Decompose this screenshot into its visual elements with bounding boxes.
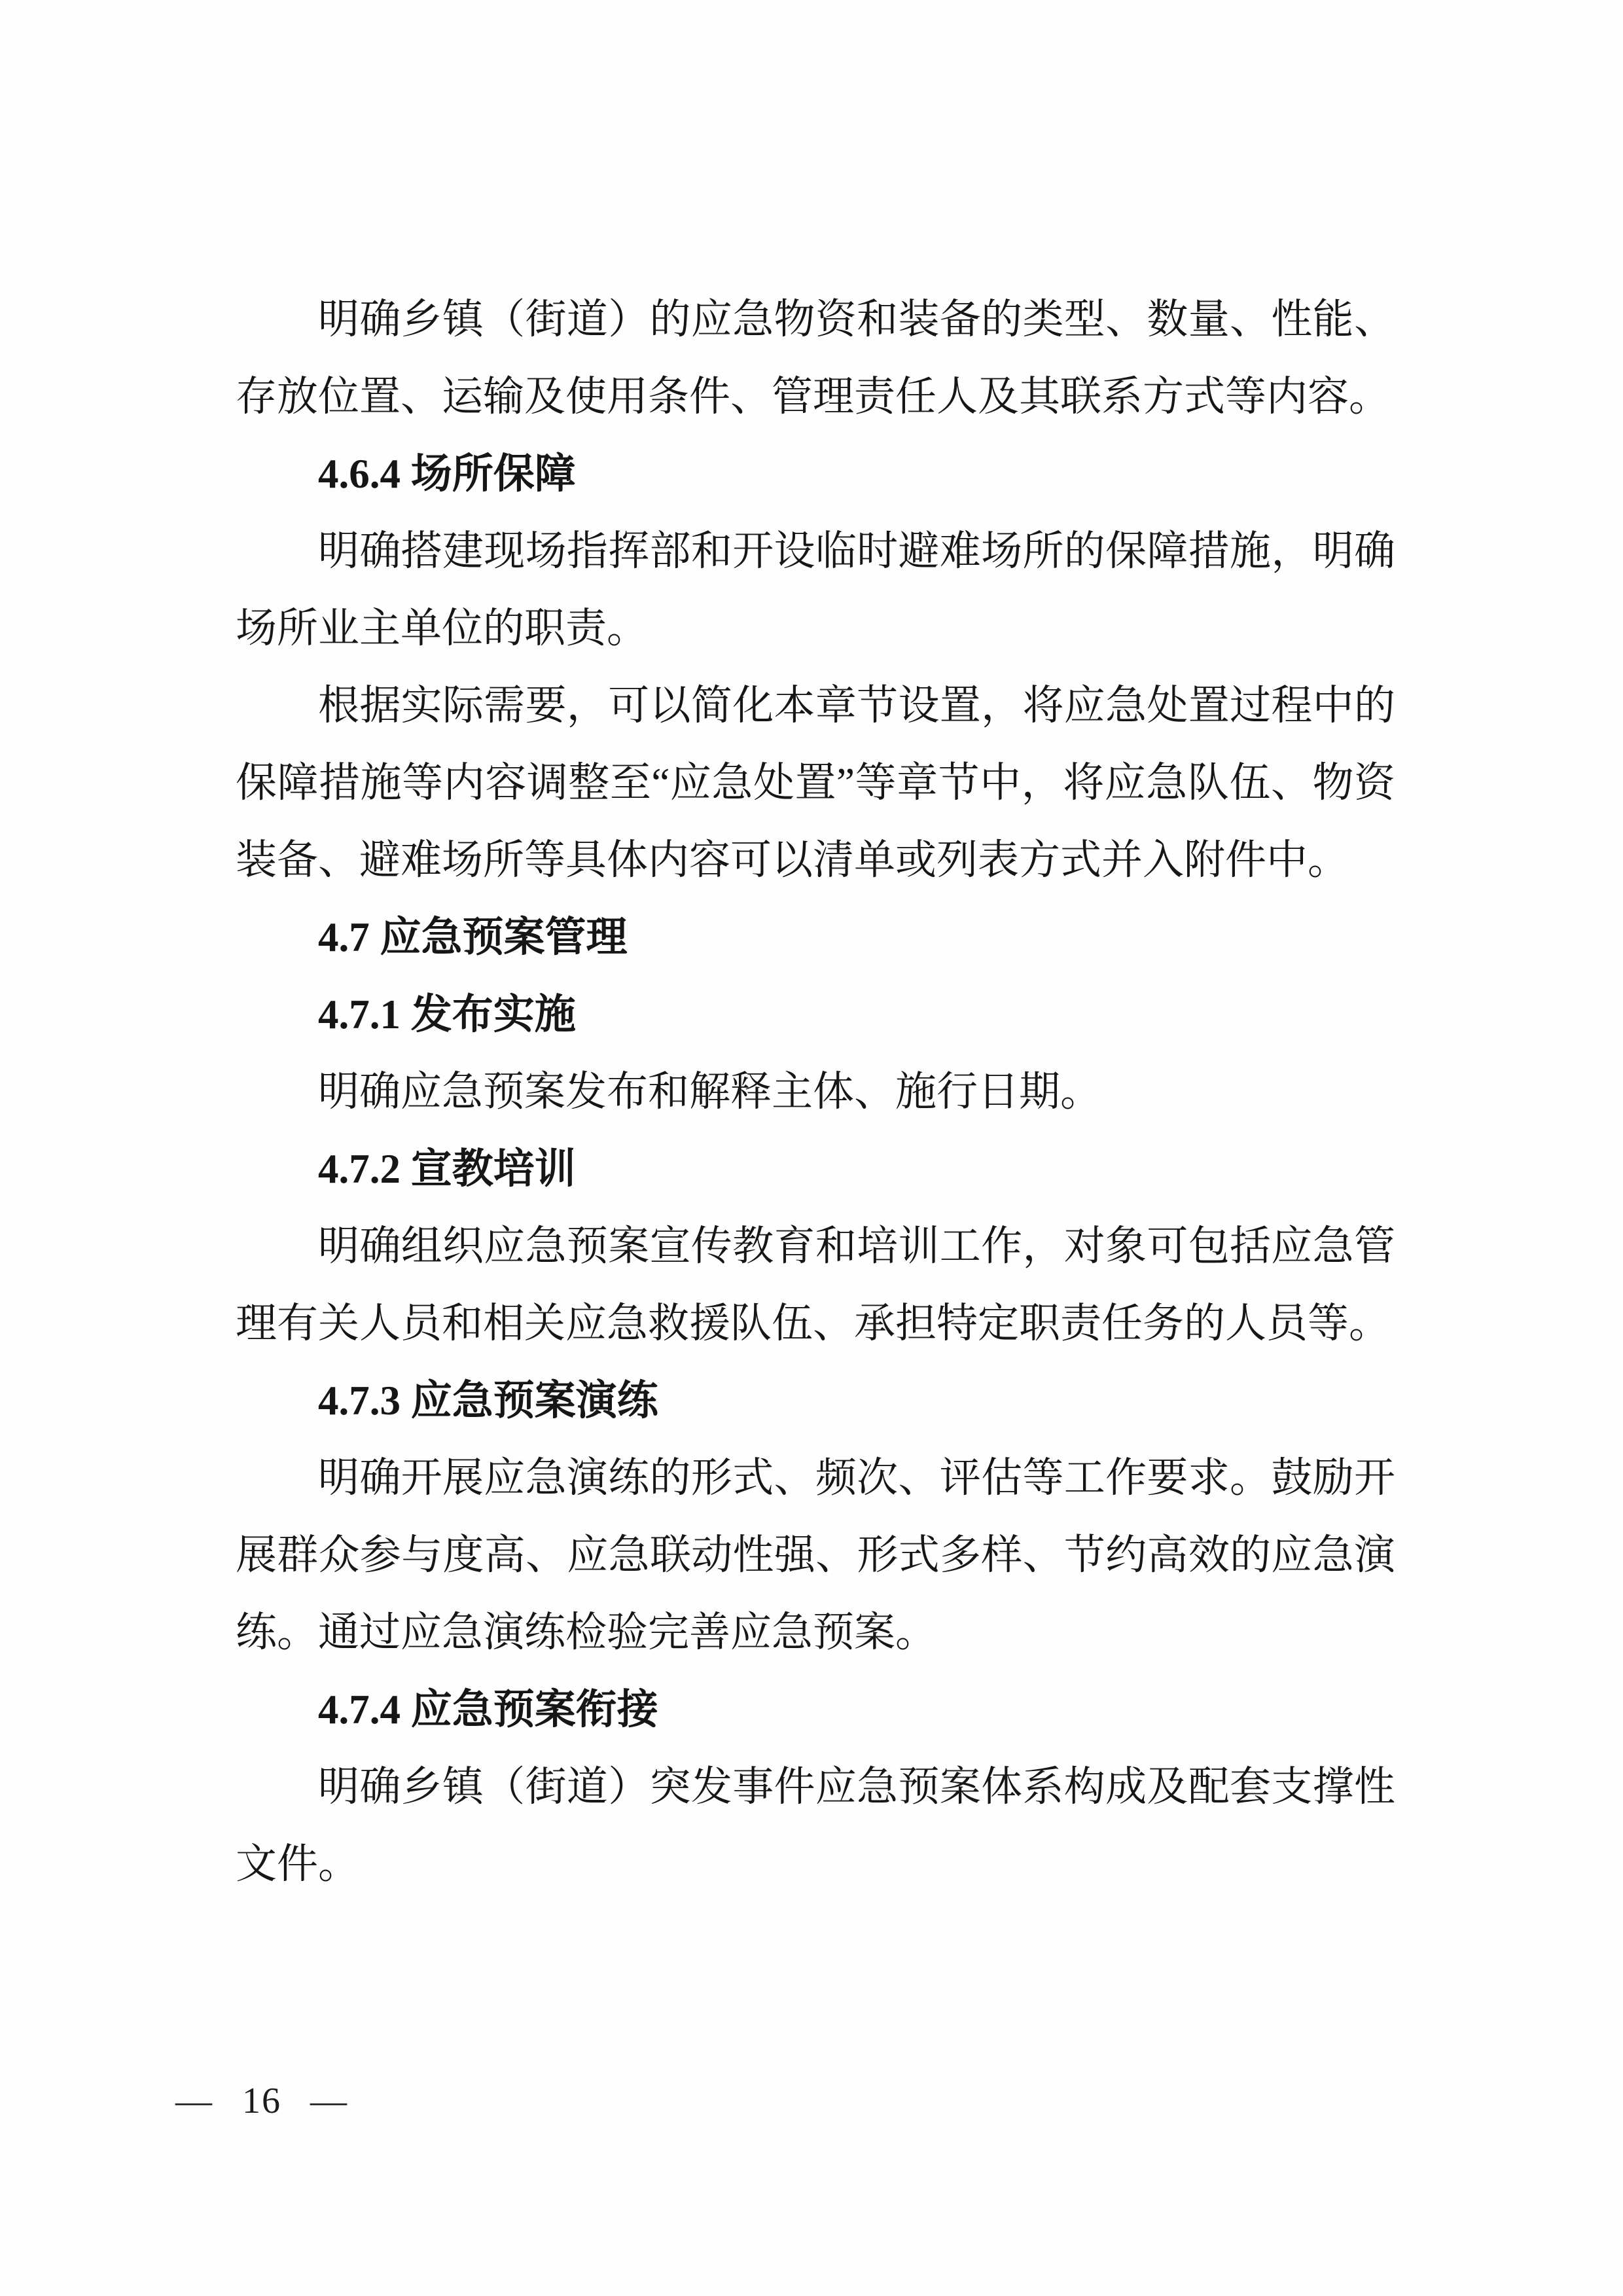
- section-heading: 4.7.4 应急预案衔接: [318, 1687, 658, 1732]
- document-body: [236, 281, 1395, 1903]
- section-heading: 4.7.3 应急预案演练: [318, 1378, 658, 1424]
- section-heading: 4.7 应急预案管理: [318, 914, 628, 960]
- paragraph: 根据实际需要，可以简化本章节设置，将应急处置过程中的保障措施等内容调整至“应急处置”等章节中，将应急队伍、物资装备、避难场所等具体内容可以清单或列表方式并入附件中。: [236, 683, 1395, 883]
- paragraph: 明确应急预案发布和解释主体、施行日期。: [318, 1069, 1101, 1115]
- paragraph: 明确搭建现场指挥部和开设临时避难场所的保障措施，明确场所业主单位的职责。: [236, 528, 1395, 651]
- section-heading: 4.7.1 发布实施: [318, 992, 576, 1037]
- page-number: — 16 —: [175, 2081, 348, 2121]
- paragraph: 明确开展应急演练的形式、频次、评估等工作要求。鼓励开展群众参与度高、应急联动性强、形式多样、节约高效的应急演练。通过应急演练检验完善应急预案。: [236, 1455, 1395, 1655]
- paragraph: 明确乡镇（街道）突发事件应急预案体系构成及配套支撑性文件。: [236, 1764, 1395, 1887]
- paragraph: 明确乡镇（街道）的应急物资和装备的类型、数量、性能、存放位置、运输及使用条件、管理责任人及其联系方式等内容。: [236, 296, 1395, 420]
- paragraph: 明确组织应急预案宣传教育和培训工作，对象可包括应急管理有关人员和相关应急救援队伍、承担特定职责任务的人员等。: [236, 1223, 1395, 1346]
- section-heading: 4.6.4 场所保障: [318, 451, 576, 497]
- section-heading: 4.7.2 宣教培训: [318, 1146, 576, 1192]
